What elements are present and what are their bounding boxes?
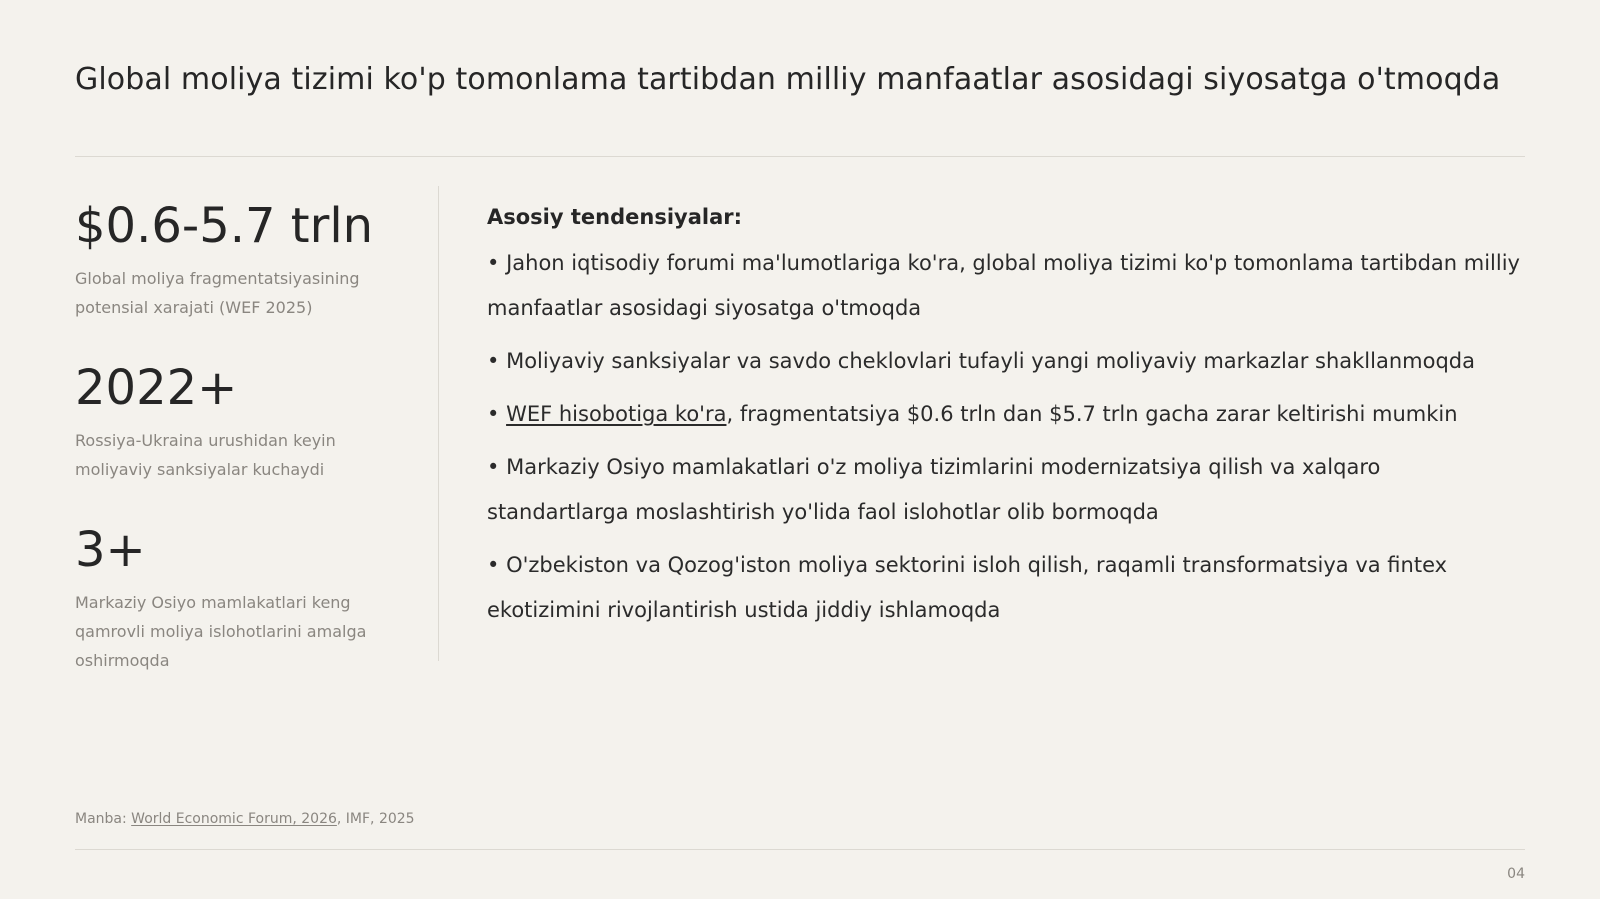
bullet-marker: • <box>487 402 500 426</box>
source-note <box>75 811 415 827</box>
source-prefix: Manba: <box>75 811 132 827</box>
trend-text: Moliyaviy sanksiyalar va savdo cheklovlari tufayli yangi moliyaviy markazlar shakllanmoqda <box>506 349 1475 373</box>
source-suffix: , IMF, 2025 <box>336 811 415 827</box>
title-divider <box>75 156 1525 157</box>
bullet-marker: • <box>487 251 500 275</box>
bullet-marker: • <box>487 349 500 373</box>
stat-description: Global moliya fragmentatsiyasining potensial xarajati (WEF 2025) <box>75 269 360 317</box>
stat-value: $0.6-5.7 trln <box>75 198 374 254</box>
bullet-marker: • <box>487 455 500 479</box>
stat-value: 3+ <box>75 522 146 578</box>
source-link[interactable]: World Economic Forum, 2026 <box>131 811 337 827</box>
trend-item <box>487 241 1527 331</box>
trend-item <box>487 445 1527 535</box>
trend-text: , fragmentatsiya $0.6 trln dan $5.7 trln gacha zarar keltirishi mumkin <box>726 402 1458 426</box>
trend-text: Markaziy Osiyo mamlakatlari o'z moliya tizimlarini modernizatsiya qilish va xalqaro standartlarga moslashtirish yo'lida faol islohotlar olib bormoqda <box>487 455 1381 524</box>
trend-item <box>487 339 1527 384</box>
stat-block-cost <box>75 198 405 322</box>
stat-value: 2022+ <box>75 360 238 416</box>
slide-title: Global moliya tizimi ko'p tomonlama tartibdan milliy manfaatlar asosidagi siyosatga o'tmoqda <box>75 62 1501 97</box>
trend-item <box>487 543 1527 633</box>
stat-block-year <box>75 360 405 484</box>
column-divider <box>438 186 439 661</box>
stat-block-countries <box>75 522 405 675</box>
bullet-marker: • <box>487 553 500 577</box>
stat-description: Markaziy Osiyo mamlakatlari keng qamrovli moliya islohotlarini amalga oshirmoqda <box>75 593 367 670</box>
stat-description: Rossiya-Ukraina urushidan keyin moliyaviy sanksiyalar kuchaydi <box>75 431 336 479</box>
page-number: 04 <box>1507 866 1525 882</box>
wef-report-link[interactable]: WEF hisobotiga ko'ra <box>506 402 727 426</box>
trends-heading: Asosiy tendensiyalar: <box>487 205 743 229</box>
footer-divider <box>75 849 1525 850</box>
trend-text: Jahon iqtisodiy forumi ma'lumotlariga ko'ra, global moliya tizimi ko'p tomonlama tartibdan milliy manfaatlar asosidagi siyosatga o'tmoqda <box>487 251 1520 320</box>
trend-text: O'zbekiston va Qozog'iston moliya sektorini isloh qilish, raqamli transformatsiya va fintex ekotizimini rivojlantirish ustida jiddiy ishlamoqda <box>487 553 1448 622</box>
trend-item <box>487 392 1527 437</box>
trends-panel <box>487 205 1527 641</box>
